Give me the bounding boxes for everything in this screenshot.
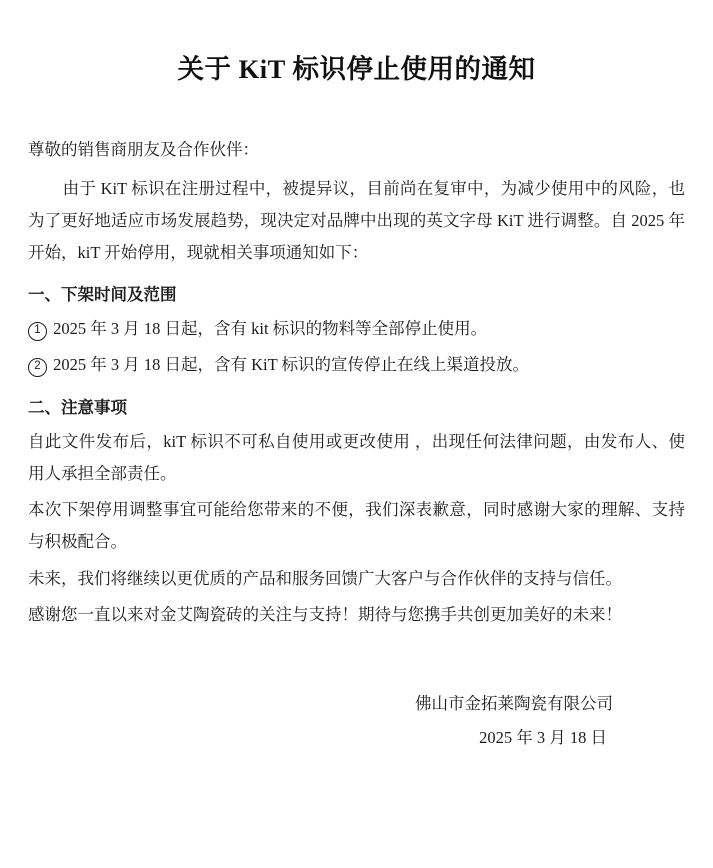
list-item xyxy=(28,349,685,381)
signature-company: 佛山市金拓莱陶瓷有限公司 xyxy=(415,693,613,713)
list-marker-1: 1 xyxy=(28,322,47,341)
section-heading-2: 二、注意事项 xyxy=(28,397,127,417)
signature-date: 2025 年 3 月 18 日 xyxy=(479,728,607,748)
body-paragraph: 本次下架停用调整事宜可能给您带来的不便，我们深表歉意，同时感谢大家的理解、支持与积极配合。 xyxy=(28,500,685,552)
salutation: 尊敬的销售商朋友及合作伙伴： xyxy=(28,140,259,160)
list-item-text: 2025 年 3 月 18 日起，含有 KiT 标识的宣传停止在线上渠道投放。 xyxy=(53,355,530,375)
signature-block xyxy=(28,687,685,756)
list-item xyxy=(28,313,685,345)
page-title: 关于 KiT 标识停止使用的通知 xyxy=(177,54,536,84)
intro-paragraph: 由于 KiT 标识在注册过程中，被提异议，目前尚在复审中，为减少使用中的风险，也为了更好地适应市场发展趋势，现决定对品牌中出现的英文字母 KiT 进行调整。自 2025 年开始，kiT 开始停用，现就相关事项通知如下： xyxy=(28,178,685,262)
body-paragraph: 未来，我们将继续以更优质的产品和服务回馈广大客户与合作伙伴的支持与信任。 xyxy=(28,568,622,588)
list-marker-2: 2 xyxy=(28,358,47,377)
body-paragraph: 感谢您一直以来对金艾陶瓷砖的关注与支持！期待与您携手共创更加美好的未来！ xyxy=(28,604,622,624)
section-heading-1: 一、下架时间及范围 xyxy=(28,285,177,305)
body-paragraph: 自此文件发布后，kiT 标识不可私自使用或更改使用 ，出现任何法律问题，由发布人、使用人承担全部责任。 xyxy=(28,431,685,483)
list-item-text: 2025 年 3 月 18 日起，含有 kit 标识的物料等全部停止使用。 xyxy=(53,319,488,339)
document-body xyxy=(28,134,685,756)
